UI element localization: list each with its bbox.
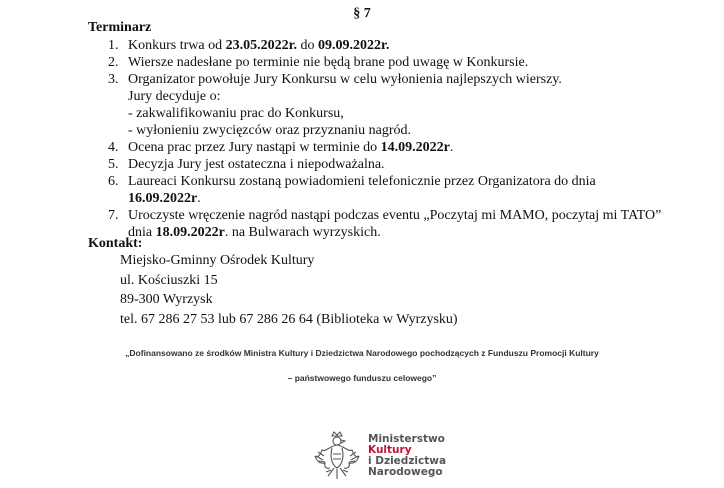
term-text: Decyzja Jury jest ostateczna i niepodważalna. — [128, 157, 385, 172]
term-date: 23.05.2022r. — [225, 38, 298, 53]
term-item — [108, 71, 668, 139]
term-item — [108, 156, 668, 173]
ministry-name — [368, 434, 446, 478]
term-text: Wiersze nadesłane po terminie nie będą brane pod uwagę w Konkursie. — [128, 55, 529, 70]
term-number: 6. — [108, 174, 119, 189]
term-item — [108, 37, 668, 54]
term-text: . na Bulwarach wyrzyskich. — [224, 225, 381, 240]
term-text: . — [449, 140, 454, 155]
term-text: . — [197, 191, 201, 206]
term-text: Ocena prac przez Jury nastąpi w terminie do — [128, 140, 381, 155]
terms-list — [108, 37, 668, 241]
term-number: 1. — [108, 38, 119, 53]
term-text: Organizator powołuje Jury Konkursu w celu wyłonienia najlepszych wierszy. — [128, 72, 562, 87]
term-number: 3. — [108, 72, 119, 87]
term-date: 16.09.2022r — [128, 191, 198, 206]
ministry-logo — [312, 430, 452, 482]
term-date: 18.09.2022r — [155, 225, 225, 240]
funding-notice-line1: „Dofinansowano ze środków Ministra Kultury i Dziedzictwa Narodowego pochodzących z Funduszu Promocji Kultury — [125, 348, 599, 358]
ministry-name-line: Ministerstwo — [368, 433, 445, 445]
white-eagle-emblem-icon — [312, 430, 362, 482]
term-text: Laureaci Konkursu zostaną powiadomieni telefonicznie przez Organizatora do dnia — [128, 174, 596, 189]
term-date: 09.09.2022r. — [318, 38, 390, 53]
term-number: 2. — [108, 55, 119, 70]
term-item — [108, 54, 668, 71]
terms-heading: Terminarz — [88, 20, 152, 35]
term-subline: - zakwalifikowaniu prac do Konkursu, — [128, 106, 344, 121]
term-number: 7. — [108, 208, 119, 223]
term-text: Konkurs trwa od — [128, 38, 226, 53]
term-date: 14.09.2022r — [380, 140, 450, 155]
contact-line: ul. Kościuszki 15 — [120, 272, 218, 288]
ministry-name-line-accent: Kultury — [368, 444, 412, 456]
term-text: do — [297, 38, 319, 53]
section-number: § 7 — [353, 6, 371, 21]
term-text: Uroczyste wręczenie nagród nastąpi podczas eventu „Poczytaj mi MAMO, poczytaj mi TATO” dnia — [128, 208, 662, 240]
contact-line: tel. 67 286 27 53 lub 67 286 26 64 (Biblioteka w Wyrzysku) — [120, 311, 458, 327]
term-item — [108, 207, 668, 241]
contact-line: 89-300 Wyrzysk — [120, 292, 213, 307]
contact-heading: Kontakt: — [88, 236, 143, 251]
contact-line: Miejsko-Gminny Ośrodek Kultury — [120, 253, 315, 268]
contact-address — [120, 251, 458, 329]
funding-notice-line2: – państwowego funduszu celowego” — [287, 373, 437, 383]
term-number: 5. — [108, 157, 119, 172]
term-subline: - wyłonieniu zwycięzców oraz przyznaniu nagród. — [128, 123, 411, 138]
term-item — [108, 173, 668, 207]
term-subline: Jury decyduje o: — [128, 89, 221, 104]
term-item — [108, 139, 668, 156]
term-number: 4. — [108, 140, 119, 155]
ministry-name-line: Narodowego — [368, 466, 443, 478]
ministry-name-line: i Dziedzictwa — [368, 455, 447, 467]
